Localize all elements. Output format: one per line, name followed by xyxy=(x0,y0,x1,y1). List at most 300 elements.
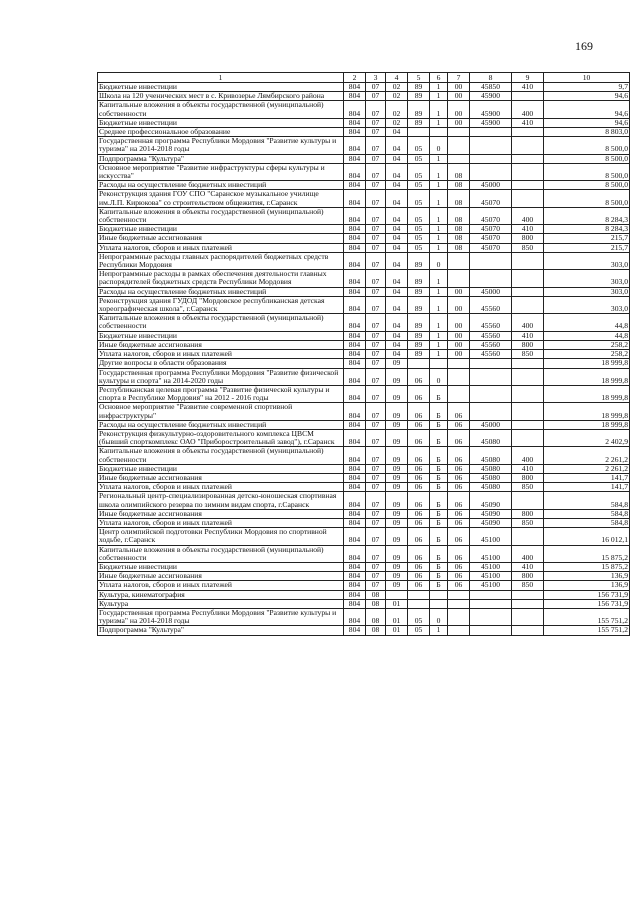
code-subsection: 09 xyxy=(386,509,408,518)
code-section: 07 xyxy=(366,528,386,545)
code-subprogram: Б xyxy=(430,528,448,545)
row-name: Республиканская целевая программа "Развитие физической культуры и спорта в Республике Мордовия" на 2012 - 2016 годы xyxy=(98,385,344,402)
code-expense-type: 410 xyxy=(512,225,544,234)
code-program: 05 xyxy=(408,608,430,625)
code-ministry: 804 xyxy=(344,243,366,252)
code-subprogram: 1 xyxy=(430,296,448,313)
code-ministry: 804 xyxy=(344,207,366,224)
row-name: Уплата налогов, сборов и иных платежей xyxy=(98,518,344,527)
code-subsection: 02 xyxy=(386,118,408,127)
code-direction: 45070 xyxy=(470,207,512,224)
table-row xyxy=(98,420,630,429)
code-subprogram: 1 xyxy=(430,92,448,101)
row-name: Расходы на осуществление бюджетных инвестиций xyxy=(98,181,344,190)
amount: 258,2 xyxy=(544,340,630,349)
code-subprogram: Б xyxy=(430,420,448,429)
code-ministry: 804 xyxy=(344,599,366,608)
amount: 303,0 xyxy=(544,287,630,296)
table-row xyxy=(98,137,630,154)
code-expense-type xyxy=(512,252,544,269)
code-program: 05 xyxy=(408,243,430,252)
code-subsection: 09 xyxy=(386,447,408,464)
row-name: Иные бюджетные ассигнования xyxy=(98,572,344,581)
code-ministry: 804 xyxy=(344,350,366,359)
row-name: Основное мероприятие "Развитие современной спортивной инфраструктуры" xyxy=(98,403,344,420)
code-expense-type: 800 xyxy=(512,509,544,518)
code-program: 06 xyxy=(408,545,430,562)
table-row xyxy=(98,314,630,331)
code-expense-type: 800 xyxy=(512,340,544,349)
code-program: 89 xyxy=(408,287,430,296)
code-event xyxy=(448,608,470,625)
table-row xyxy=(98,492,630,509)
row-name: Региональный центр-специализированная детско-юношеская спортивная школа олимпийского резерва по зимним видам спорта, г.Саранск xyxy=(98,492,344,509)
row-name: Школа на 120 ученических мест в с. Кривозерье Лямбирского района xyxy=(98,92,344,101)
code-program: 06 xyxy=(408,473,430,482)
code-subsection: 01 xyxy=(386,608,408,625)
row-name: Бюджетные инвестиции xyxy=(98,464,344,473)
code-direction: 45070 xyxy=(470,243,512,252)
amount: 94,6 xyxy=(544,92,630,101)
code-event xyxy=(448,270,470,287)
code-ministry: 804 xyxy=(344,581,366,590)
table-row xyxy=(98,590,630,599)
code-event: 06 xyxy=(448,464,470,473)
code-subprogram: Б xyxy=(430,464,448,473)
code-ministry: 804 xyxy=(344,626,366,635)
code-expense-type xyxy=(512,163,544,180)
code-event: 00 xyxy=(448,92,470,101)
code-event: 08 xyxy=(448,207,470,224)
code-direction: 45080 xyxy=(470,429,512,446)
code-program: 05 xyxy=(408,190,430,207)
code-event: 00 xyxy=(448,287,470,296)
code-section: 07 xyxy=(366,492,386,509)
code-subprogram: 1 xyxy=(430,154,448,163)
amount: 8 500,0 xyxy=(544,190,630,207)
code-subprogram: 0 xyxy=(430,608,448,625)
column-header: 9 xyxy=(512,73,544,83)
row-name: Государственная программа Республики Мордовия "Развитие физической культуры и спорта" на 2014-2020 годы xyxy=(98,368,344,385)
code-subprogram: 1 xyxy=(430,101,448,118)
code-section: 07 xyxy=(366,385,386,402)
amount: 44,8 xyxy=(544,314,630,331)
row-name: Бюджетные инвестиции xyxy=(98,562,344,571)
code-subsection: 04 xyxy=(386,287,408,296)
code-section: 07 xyxy=(366,581,386,590)
code-program: 05 xyxy=(408,207,430,224)
code-direction xyxy=(470,359,512,368)
code-ministry: 804 xyxy=(344,137,366,154)
code-program: 06 xyxy=(408,581,430,590)
code-program: 89 xyxy=(408,296,430,313)
amount: 584,8 xyxy=(544,492,630,509)
code-section: 07 xyxy=(366,483,386,492)
table-row xyxy=(98,518,630,527)
code-direction: 45850 xyxy=(470,83,512,92)
code-subprogram: Б xyxy=(430,492,448,509)
amount: 584,8 xyxy=(544,518,630,527)
code-subsection: 04 xyxy=(386,128,408,137)
code-subsection: 09 xyxy=(386,368,408,385)
row-name: Капитальные вложения в объекты государственной (муниципальной) собственности xyxy=(98,447,344,464)
code-expense-type: 850 xyxy=(512,581,544,590)
code-ministry: 804 xyxy=(344,403,366,420)
code-subsection: 04 xyxy=(386,190,408,207)
code-event: 08 xyxy=(448,181,470,190)
code-subprogram: 0 xyxy=(430,137,448,154)
code-section: 07 xyxy=(366,181,386,190)
code-subsection: 04 xyxy=(386,340,408,349)
amount: 8 500,0 xyxy=(544,137,630,154)
code-ministry: 804 xyxy=(344,385,366,402)
code-program: 06 xyxy=(408,562,430,571)
code-event xyxy=(448,359,470,368)
code-program: 06 xyxy=(408,492,430,509)
code-program: 06 xyxy=(408,403,430,420)
page-number: 169 xyxy=(575,39,593,53)
amount: 8 803,0 xyxy=(544,128,630,137)
code-direction: 45900 xyxy=(470,118,512,127)
code-program xyxy=(408,599,430,608)
code-section: 07 xyxy=(366,154,386,163)
code-ministry: 804 xyxy=(344,154,366,163)
code-section: 07 xyxy=(366,429,386,446)
table-row xyxy=(98,101,630,118)
code-subprogram: Б xyxy=(430,562,448,571)
code-section: 07 xyxy=(366,128,386,137)
row-name: Капитальные вложения в объекты государственной (муниципальной) собственности xyxy=(98,545,344,562)
code-direction: 45100 xyxy=(470,562,512,571)
code-subprogram: 1 xyxy=(430,243,448,252)
code-expense-type: 850 xyxy=(512,350,544,359)
code-event: 06 xyxy=(448,483,470,492)
table-row xyxy=(98,190,630,207)
code-expense-type xyxy=(512,359,544,368)
table-row xyxy=(98,447,630,464)
code-subsection: 09 xyxy=(386,483,408,492)
amount: 303,0 xyxy=(544,252,630,269)
code-ministry: 804 xyxy=(344,118,366,127)
code-section: 07 xyxy=(366,207,386,224)
code-subsection: 09 xyxy=(386,562,408,571)
code-section: 07 xyxy=(366,447,386,464)
code-ministry: 804 xyxy=(344,518,366,527)
code-section: 07 xyxy=(366,163,386,180)
code-expense-type: 410 xyxy=(512,118,544,127)
budget-table xyxy=(97,72,630,636)
code-program: 05 xyxy=(408,163,430,180)
row-name: Уплата налогов, сборов и иных платежей xyxy=(98,243,344,252)
code-section: 07 xyxy=(366,190,386,207)
amount: 94,6 xyxy=(544,118,630,127)
code-subprogram: Б xyxy=(430,447,448,464)
code-expense-type xyxy=(512,626,544,635)
column-header: 7 xyxy=(448,73,470,83)
row-name: Иные бюджетные ассигнования xyxy=(98,473,344,482)
code-direction: 45000 xyxy=(470,181,512,190)
code-ministry: 804 xyxy=(344,314,366,331)
code-expense-type xyxy=(512,92,544,101)
table-row xyxy=(98,429,630,446)
code-event xyxy=(448,599,470,608)
code-section: 08 xyxy=(366,599,386,608)
column-header: 4 xyxy=(386,73,408,83)
code-program: 89 xyxy=(408,252,430,269)
code-section: 07 xyxy=(366,137,386,154)
table-row xyxy=(98,368,630,385)
code-direction: 45070 xyxy=(470,190,512,207)
code-direction xyxy=(470,270,512,287)
code-section: 07 xyxy=(366,331,386,340)
code-program: 05 xyxy=(408,154,430,163)
column-header: 10 xyxy=(544,73,630,83)
code-event xyxy=(448,154,470,163)
code-subsection: 09 xyxy=(386,403,408,420)
code-ministry: 804 xyxy=(344,528,366,545)
code-program: 89 xyxy=(408,350,430,359)
code-subprogram: 1 xyxy=(430,340,448,349)
code-subprogram xyxy=(430,359,448,368)
row-name: Государственная программа Республики Мордовия "Развитие культуры и туризма" на 2014-2018 годы xyxy=(98,608,344,625)
code-expense-type xyxy=(512,429,544,446)
code-ministry: 804 xyxy=(344,181,366,190)
table-row xyxy=(98,464,630,473)
code-expense-type xyxy=(512,385,544,402)
code-direction: 45000 xyxy=(470,287,512,296)
code-subprogram: 1 xyxy=(430,207,448,224)
code-direction xyxy=(470,385,512,402)
code-subsection: 04 xyxy=(386,243,408,252)
code-ministry: 804 xyxy=(344,368,366,385)
code-direction: 45080 xyxy=(470,473,512,482)
code-direction: 45560 xyxy=(470,350,512,359)
amount: 8 500,0 xyxy=(544,154,630,163)
column-header: 1 xyxy=(98,73,344,83)
row-name: Основное мероприятие "Развитие инфраструктуры сферы культуры и искусства" xyxy=(98,163,344,180)
code-event: 08 xyxy=(448,190,470,207)
code-event: 06 xyxy=(448,545,470,562)
amount: 8 500,0 xyxy=(544,181,630,190)
code-expense-type: 850 xyxy=(512,518,544,527)
code-ministry: 804 xyxy=(344,429,366,446)
code-subprogram: 1 xyxy=(430,181,448,190)
code-ministry: 804 xyxy=(344,590,366,599)
code-subsection: 09 xyxy=(386,429,408,446)
code-subsection xyxy=(386,590,408,599)
code-expense-type: 400 xyxy=(512,207,544,224)
code-ministry: 804 xyxy=(344,464,366,473)
row-name: Непрограммные расходы в рамках обеспечения деятельности главных распорядителей бюджетных средств Республики Мордовия xyxy=(98,270,344,287)
code-direction: 45900 xyxy=(470,92,512,101)
code-direction: 45090 xyxy=(470,509,512,518)
code-subsection: 09 xyxy=(386,518,408,527)
amount: 18 999,8 xyxy=(544,368,630,385)
code-subprogram: Б xyxy=(430,581,448,590)
code-program: 89 xyxy=(408,331,430,340)
code-subsection: 04 xyxy=(386,154,408,163)
row-name: Среднее профессиональное образование xyxy=(98,128,344,137)
code-section: 07 xyxy=(366,340,386,349)
code-expense-type: 400 xyxy=(512,314,544,331)
code-event: 06 xyxy=(448,473,470,482)
code-expense-type xyxy=(512,181,544,190)
code-event: 00 xyxy=(448,118,470,127)
code-direction: 45560 xyxy=(470,314,512,331)
code-ministry: 804 xyxy=(344,562,366,571)
code-subsection: 02 xyxy=(386,83,408,92)
code-subprogram xyxy=(430,590,448,599)
amount: 303,0 xyxy=(544,296,630,313)
table-row xyxy=(98,581,630,590)
code-subsection: 04 xyxy=(386,137,408,154)
code-direction xyxy=(470,128,512,137)
row-name: Иные бюджетные ассигнования xyxy=(98,340,344,349)
code-subsection: 09 xyxy=(386,572,408,581)
row-name: Другие вопросы в области образования xyxy=(98,359,344,368)
code-program: 06 xyxy=(408,385,430,402)
code-event: 06 xyxy=(448,447,470,464)
code-expense-type: 800 xyxy=(512,473,544,482)
amount: 94,6 xyxy=(544,101,630,118)
table-row xyxy=(98,608,630,625)
code-direction: 45900 xyxy=(470,101,512,118)
code-ministry: 804 xyxy=(344,287,366,296)
code-section: 07 xyxy=(366,403,386,420)
row-name: Подпрограмма "Культура" xyxy=(98,154,344,163)
code-section: 07 xyxy=(366,572,386,581)
code-subsection: 04 xyxy=(386,252,408,269)
table-row xyxy=(98,403,630,420)
table-row xyxy=(98,385,630,402)
code-subsection: 04 xyxy=(386,350,408,359)
amount: 136,9 xyxy=(544,572,630,581)
code-program: 06 xyxy=(408,447,430,464)
code-subprogram: Б xyxy=(430,429,448,446)
code-expense-type xyxy=(512,420,544,429)
table-row xyxy=(98,154,630,163)
code-subprogram: 1 xyxy=(430,626,448,635)
code-subsection: 09 xyxy=(386,581,408,590)
code-event: 06 xyxy=(448,562,470,571)
table-row xyxy=(98,562,630,571)
code-direction xyxy=(470,154,512,163)
code-ministry: 804 xyxy=(344,270,366,287)
row-name: Иные бюджетные ассигнования xyxy=(98,234,344,243)
table-row xyxy=(98,350,630,359)
code-subsection: 09 xyxy=(386,473,408,482)
code-expense-type: 400 xyxy=(512,447,544,464)
amount: 18 999,8 xyxy=(544,403,630,420)
code-event: 00 xyxy=(448,340,470,349)
amount: 136,9 xyxy=(544,581,630,590)
code-subprogram: Б xyxy=(430,483,448,492)
table-row xyxy=(98,572,630,581)
row-name: Бюджетные инвестиции xyxy=(98,225,344,234)
code-event: 00 xyxy=(448,314,470,331)
code-event: 00 xyxy=(448,101,470,118)
row-name: Бюджетные инвестиции xyxy=(98,331,344,340)
code-expense-type: 410 xyxy=(512,83,544,92)
code-expense-type xyxy=(512,528,544,545)
row-name: Реконструкция здания ГОУ СПО "Саранское музыкальное училище им.Л.П. Кирюкова" со строительством общежития, г.Саранск xyxy=(98,190,344,207)
code-event: 06 xyxy=(448,518,470,527)
amount: 584,8 xyxy=(544,509,630,518)
code-ministry: 804 xyxy=(344,492,366,509)
code-ministry: 804 xyxy=(344,101,366,118)
code-direction xyxy=(470,252,512,269)
code-direction: 45090 xyxy=(470,518,512,527)
code-subsection: 09 xyxy=(386,385,408,402)
code-subprogram: Б xyxy=(430,403,448,420)
code-direction: 45070 xyxy=(470,234,512,243)
code-subprogram xyxy=(430,128,448,137)
amount: 303,0 xyxy=(544,270,630,287)
row-name: Государственная программа Республики Мордовия "Развитие культуры и туризма" на 2014-2018 годы xyxy=(98,137,344,154)
table-row xyxy=(98,243,630,252)
code-ministry: 804 xyxy=(344,163,366,180)
amount: 2 402,9 xyxy=(544,429,630,446)
code-ministry: 804 xyxy=(344,545,366,562)
code-program: 89 xyxy=(408,340,430,349)
code-section: 07 xyxy=(366,314,386,331)
amount: 155 751,2 xyxy=(544,626,630,635)
amount: 2 261,2 xyxy=(544,464,630,473)
code-expense-type xyxy=(512,154,544,163)
code-section: 07 xyxy=(366,518,386,527)
code-ministry: 804 xyxy=(344,225,366,234)
code-ministry: 804 xyxy=(344,234,366,243)
code-direction: 45100 xyxy=(470,528,512,545)
code-expense-type xyxy=(512,492,544,509)
code-program: 05 xyxy=(408,225,430,234)
code-event: 06 xyxy=(448,509,470,518)
code-direction xyxy=(470,599,512,608)
code-ministry: 804 xyxy=(344,190,366,207)
table-row xyxy=(98,207,630,224)
code-section: 07 xyxy=(366,359,386,368)
code-expense-type xyxy=(512,128,544,137)
code-program: 89 xyxy=(408,83,430,92)
code-subsection: 09 xyxy=(386,528,408,545)
code-subsection: 04 xyxy=(386,331,408,340)
code-section: 07 xyxy=(366,420,386,429)
code-expense-type xyxy=(512,190,544,207)
code-program: 06 xyxy=(408,483,430,492)
code-subprogram: 1 xyxy=(430,118,448,127)
table-row xyxy=(98,528,630,545)
code-event: 08 xyxy=(448,243,470,252)
code-expense-type xyxy=(512,137,544,154)
row-name: Капитальные вложения в объекты государственной (муниципальной) собственности xyxy=(98,101,344,118)
code-subprogram: 1 xyxy=(430,314,448,331)
code-expense-type: 410 xyxy=(512,331,544,340)
amount: 215,7 xyxy=(544,243,630,252)
code-event xyxy=(448,137,470,154)
code-direction xyxy=(470,137,512,154)
row-name: Расходы на осуществление бюджетных инвестиций xyxy=(98,287,344,296)
table-row xyxy=(98,483,630,492)
code-ministry: 804 xyxy=(344,92,366,101)
table-row xyxy=(98,83,630,92)
code-event xyxy=(448,368,470,385)
code-section: 07 xyxy=(366,83,386,92)
code-ministry: 804 xyxy=(344,340,366,349)
code-section: 07 xyxy=(366,368,386,385)
row-name: Уплата налогов, сборов и иных платежей xyxy=(98,350,344,359)
code-subprogram: 0 xyxy=(430,368,448,385)
table-row xyxy=(98,509,630,518)
